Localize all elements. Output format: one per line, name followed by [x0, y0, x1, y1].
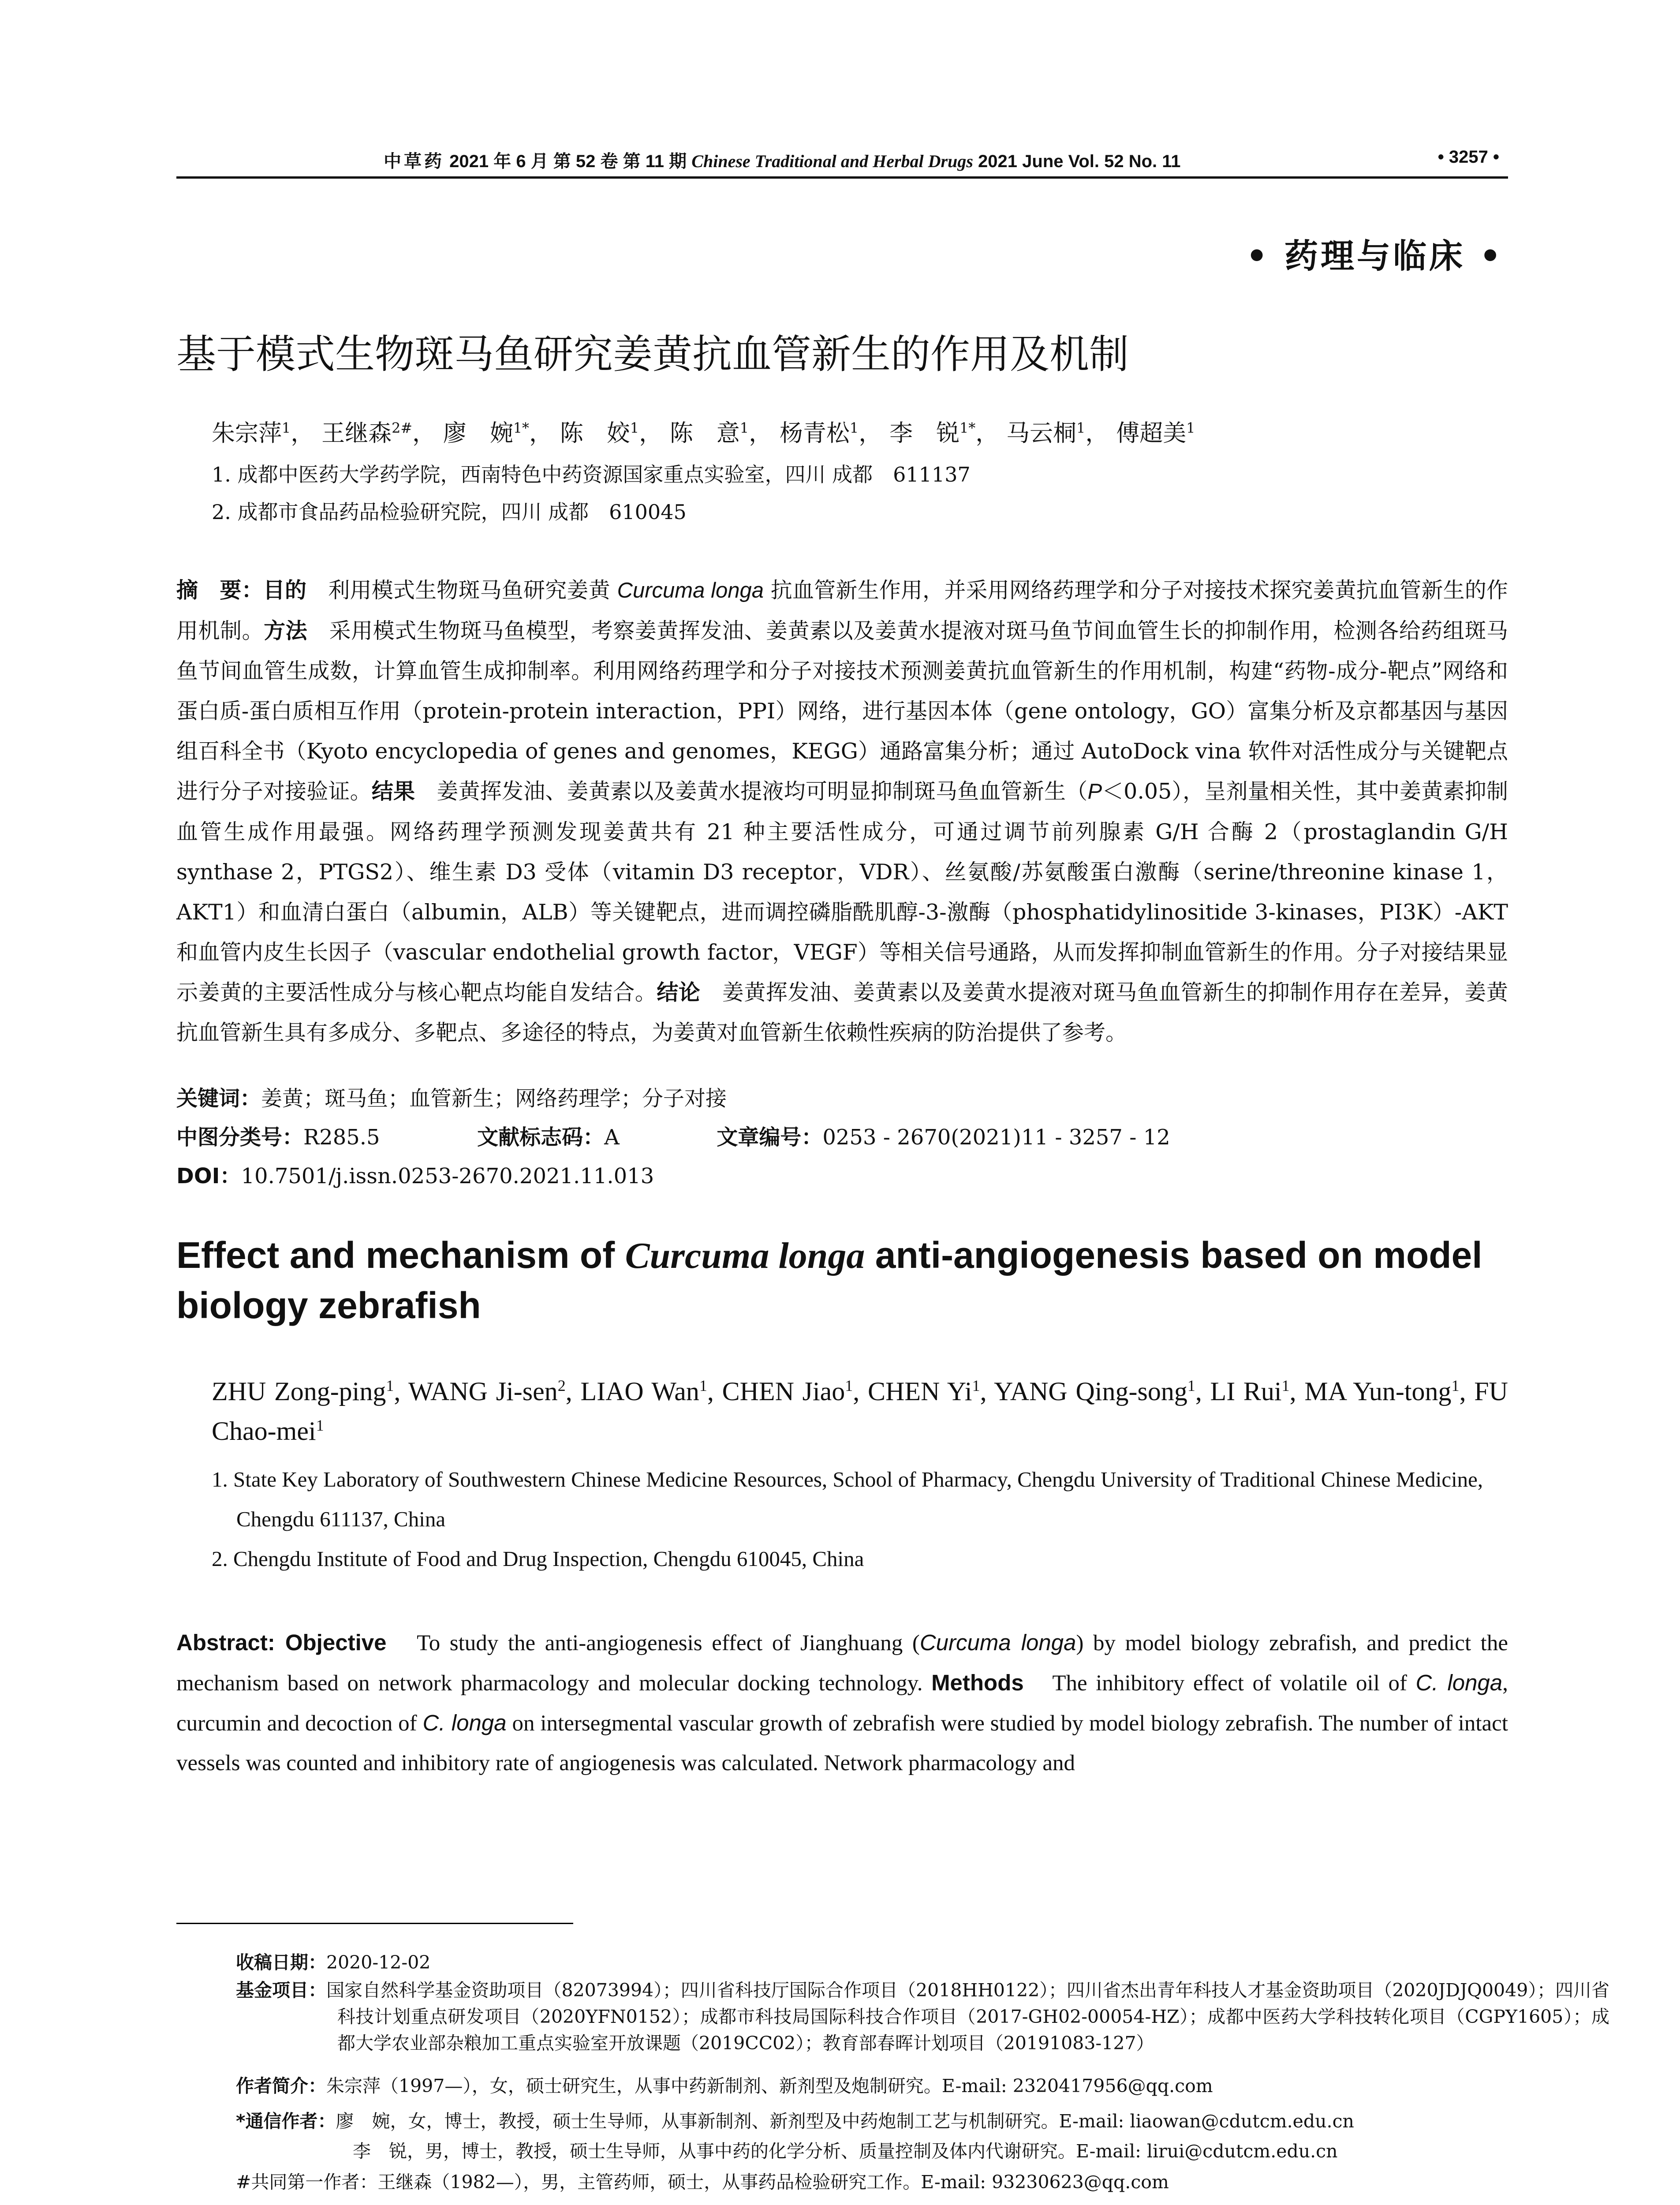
title-cn: 基于模式生物斑马鱼研究姜黄抗血管新生的作用及机制: [176, 331, 1129, 377]
classification: 中图分类号：R285.5 文献标志码：A 文章编号：0253 - 2670(2021)11 - 3257 - 12: [176, 1125, 1170, 1150]
author-cn: 马云桐$^1$: [1006, 420, 1086, 447]
page-number: • 3257 •: [1437, 147, 1499, 167]
results-label: 结果: [371, 779, 415, 804]
author-en: ZHU Zong-ping$^1$: [212, 1377, 394, 1406]
journal-name-cn: 中草药: [384, 151, 444, 172]
author-en: MA Yun-tong$^1$: [1304, 1377, 1460, 1406]
footnote-received: 收稿日期：2020-12-02: [236, 1952, 431, 1973]
authors-cn: 朱宗萍$^1$， 王继森$^{2\#}$， 廖 婉$^{1*}$， 陈 姣$^1$， 陈 意$^1$， 杨青松$^1$， 李 锐$^{1*}$， 马云桐$^1$， 傅超美$^1$: [212, 420, 1195, 447]
footnote-cofirst: #共同第一作者：王继森（1982—），男，主管药师，硕士，从事药品检验研究工作。E-mail: 93230623@qq.com: [236, 2171, 1169, 2193]
methods-en-label: Methods: [931, 1670, 1024, 1695]
title-en: Effect and mechanism of Curcuma longa anti-angiogenesis based on model biology zebrafish: [176, 1234, 1482, 1326]
author-cn: 王继森$^{2\#}$: [321, 420, 412, 447]
footnote-author: 作者简介：朱宗萍（1997—），女，硕士研究生，从事中药新制剂、新剂型及炮制研究。E-mail: 2320417956@qq.com: [236, 2075, 1213, 2097]
author-cn: 李 锐$^{1*}$: [889, 420, 976, 447]
section-label: • 药理与临床 •: [1246, 236, 1504, 276]
author-en: FU Chao-mei$^1$: [212, 1377, 1508, 1446]
author-cn: 杨青松$^1$: [780, 420, 859, 447]
footnote-fund: 基金项目：国家自然科学基金资助项目（82073994）；四川省科技厅国际合作项目（2018HH0122）；四川省杰出青年科技人才基金资助项目（2020JDJQ0049）；四川省科技计划重点研发项目（2020YFN0152）；成都市科技局国际科技合作项目（2017-GH02-00054-HZ）；成都中医药大学科技转化项目（CGPY1605）；成都大学农业部杂粮加工重点实验室开放课题（2019CC02）；教育部春晖计划项目（20191083-127）: [236, 1980, 1609, 2054]
issue-en: 2021 June Vol. 52 No. 11: [978, 152, 1181, 171]
objective-label: 目的: [263, 578, 307, 603]
authors-en: ZHU Zong-ping$^1$, WANG Ji-sen$^2$, LIAO Wan$^1$, CHEN Jiao$^1$, CHEN Yi$^1$, YANG Qing-song$^1$, LI Rui$^1$, MA Yun-tong$^1$, FU Chao-mei$^1$: [212, 1377, 1508, 1446]
author-en: LI Rui$^1$: [1210, 1377, 1290, 1406]
author-cn: 朱宗萍$^1$: [212, 420, 291, 447]
header-rule: [176, 176, 1508, 179]
keywords-cn: 关键词：姜黄；斑马鱼；血管新生；网络药理学；分子对接: [176, 1086, 727, 1111]
affiliation-en-1: 1. State Key Laboratory of Southwestern Chinese Medicine Resources, School of Pharmacy, Chengdu University of Traditional Chinese Medicine, Chengdu 611137, China: [212, 1467, 1483, 1531]
footnote-rule: [176, 1923, 573, 1924]
header-citation: [384, 147, 1181, 172]
author-en: LIAO Wan$^1$: [580, 1377, 707, 1406]
affiliation-en-2: 2. Chengdu Institute of Food and Drug Inspection, Chengdu 610045, China: [212, 1547, 864, 1571]
author-cn: 陈 意$^1$: [669, 420, 749, 447]
affiliation-cn-2: 2. 成都市食品药品检验研究院，四川 成都 610045: [212, 500, 687, 524]
abstract-en: Abstract: Objective To study the anti-angiogenesis effect of Jianghuang (Curcuma longa) by model biology zebrafish, and predict the mechanism based on network pharmacology and molecular docking technology. Methods The inhibitory effect of volatile oil of C. longa, curcumin and decoction of C. longa on intersegmental vascular growth of zebrafish were studied by model biology zebrafish. The number of intact vessels was counted and inhibitory rate of angiogenesis was calculated. Network pharmacology and: [176, 1630, 1508, 1775]
issue-cn: 2021 年 6 月 第 52 卷 第 11 期: [449, 152, 687, 171]
footnote-corresponding-2: 李 锐，男，博士，教授，硕士生导师，从事中药的化学分析、质量控制及体内代谢研究。E-mail: lirui@cdutcm.edu.cn: [353, 2141, 1338, 2162]
author-en: CHEN Yi$^1$: [868, 1377, 980, 1406]
footnote-corresponding: *通信作者：廖 婉，女，博士，教授，硕士生导师，从事新制剂、新剂型及中药炮制工艺与机制研究。E-mail: liaowan@cdutcm.edu.cn: [236, 2111, 1354, 2132]
abstract-label: 摘 要：: [176, 578, 263, 603]
methods-label: 方法: [264, 618, 308, 643]
abstract-cn: 摘 要：目的 利用模式生物斑马鱼研究姜黄 Curcuma longa 抗血管新生作用，并采用网络药理学和分子对接技术探究姜黄抗血管新生的作用机制。方法 采用模式生物斑马鱼模型，考察姜黄挥发油、姜黄素以及姜黄水提液对斑马鱼节间血管生长的抑制作用，检测各给药组斑马鱼节间血管生成数，计算血管生成抑制率。利用网络药理学和分子对接技术预测姜黄抗血管新生的作用机制，构建“药物-成分-靶点”网络和蛋白质-蛋白质相互作用（protein-protein interaction，PPI）网络，进行基因本体（gene ontology，GO）富集分析及京都基因与基因组百科全书（Kyoto encyclopedia of genes and genomes，KEGG）通路富集分析；通过 AutoDock vina 软件对活性成分与关键靶点进行分子对接验证。结果 姜黄挥发油、姜黄素以及姜黄水提液均可明显抑制斑马鱼血管新生（P＜0.05），呈剂量相关性，其中姜黄素抑制血管生成作用最强。网络药理学预测发现姜黄共有 21 种主要活性成分，可通过调节前列腺素 G/H 合酶 2（prostaglandin G/H synthase 2，PTGS2）、维生素 D3 受体（vitamin D3 receptor，VDR）、丝氨酸/苏氨酸蛋白激酶（serine/threonine kinase 1，AKT1）和血清白蛋白（albumin，ALB）等关键靶点，进而调控磷脂酰肌醇-3-激酶（phosphatidylinositide 3-kinases，PI3K）-AKT 和血管内皮生长因子（vascular endothelial growth factor，VEGF）等相关信号通路，从而发挥抑制血管新生的作用。分子对接结果显示姜黄的主要活性成分与核心靶点均能自发结合。结论 姜黄挥发油、姜黄素以及姜黄水提液对斑马鱼血管新生的抑制作用存在差异，姜黄抗血管新生具有多成分、多靶点、多途径的特点，为姜黄对血管新生依赖性疾病的防治提供了参考。: [176, 578, 1508, 1045]
abstract-en-label: Abstract: Objective: [176, 1630, 387, 1655]
conclusion-label: 结论: [657, 980, 701, 1005]
doi: DOI：10.7501/j.issn.0253-2670.2021.11.013: [176, 1164, 654, 1188]
journal-name-en: Chinese Traditional and Herbal Drugs: [691, 151, 973, 171]
affiliation-cn-1: 1. 成都中医药大学药学院，西南特色中药资源国家重点实验室，四川 成都 611137: [212, 463, 971, 486]
author-en: CHEN Jiao$^1$: [722, 1377, 853, 1406]
author-cn: 傅超美$^1$: [1116, 420, 1195, 447]
author-en: WANG Ji-sen$^2$: [408, 1377, 566, 1406]
author-cn: 廖 婉$^{1*}$: [443, 420, 529, 447]
author-en: YANG Qing-song$^1$: [994, 1377, 1195, 1406]
running-header: [176, 146, 1508, 172]
author-cn: 陈 姣$^1$: [560, 420, 639, 447]
